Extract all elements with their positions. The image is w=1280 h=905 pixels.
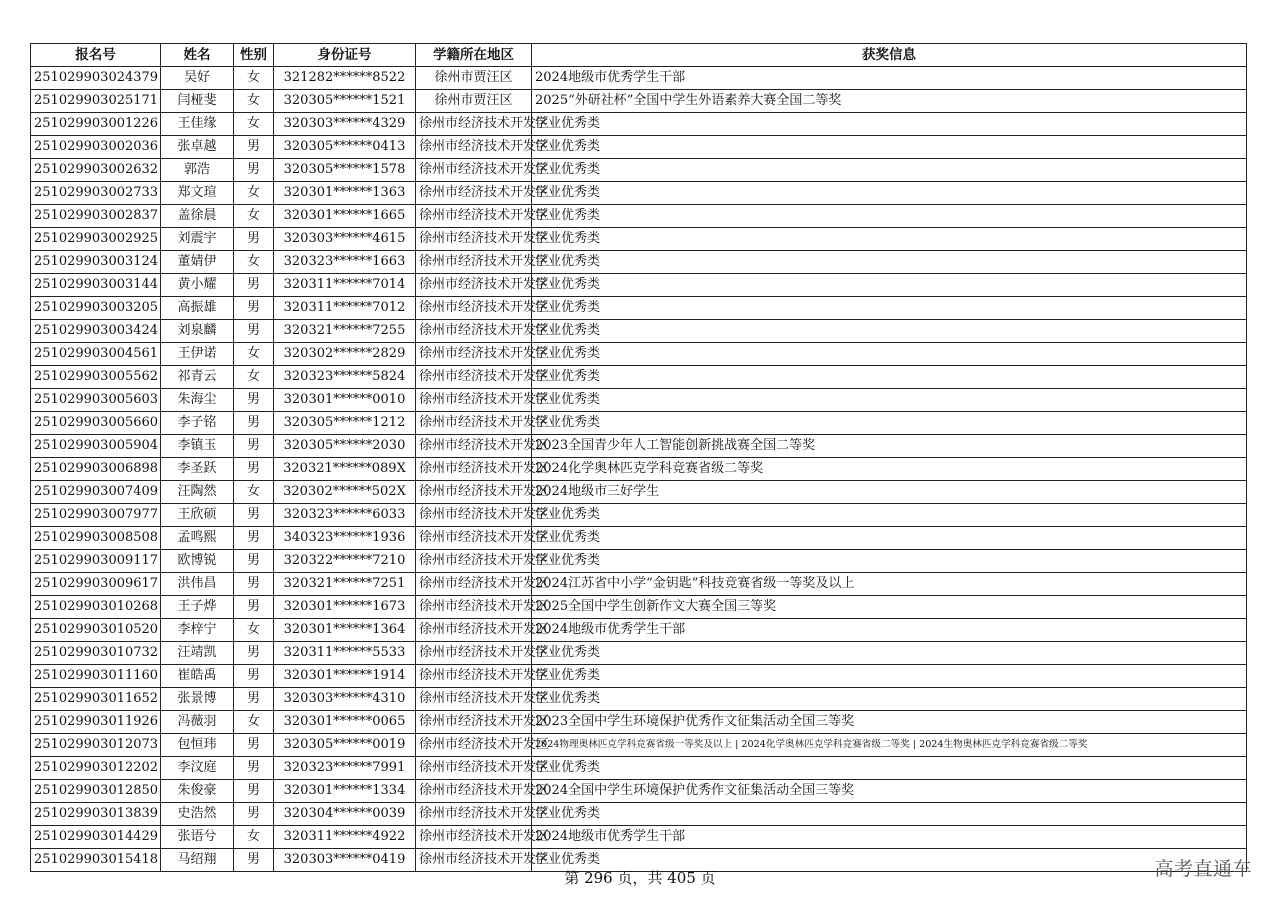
table-row (31, 113, 1247, 136)
cell-gender: 男 (234, 389, 274, 412)
cell-award: 学业优秀类 (532, 136, 1247, 159)
cell-id-card: 320311******7012 (274, 297, 416, 320)
cell-registration-id: 251029903010520 (31, 619, 161, 642)
cell-region: 徐州市经济技术开发区 (416, 113, 532, 136)
table-row (31, 228, 1247, 251)
cell-region: 徐州市经济技术开发区 (416, 527, 532, 550)
cell-id-card: 320302******502X (274, 481, 416, 504)
cell-student-name: 王伊诺 (161, 343, 234, 366)
cell-region: 徐州市经济技术开发区 (416, 550, 532, 573)
cell-id-card: 320303******4615 (274, 228, 416, 251)
table-row (31, 550, 1247, 573)
table-row (31, 757, 1247, 780)
cell-gender: 男 (234, 228, 274, 251)
cell-registration-id: 251029903008508 (31, 527, 161, 550)
cell-gender: 男 (234, 596, 274, 619)
cell-award: 学业优秀类 (532, 803, 1247, 826)
cell-student-name: 王佳缘 (161, 113, 234, 136)
cell-region: 徐州市经济技术开发区 (416, 780, 532, 803)
cell-student-name: 张景博 (161, 688, 234, 711)
cell-award: 学业优秀类 (532, 550, 1247, 573)
cell-id-card: 320311******5533 (274, 642, 416, 665)
cell-award: 学业优秀类 (532, 642, 1247, 665)
cell-registration-id: 251029903025171 (31, 90, 161, 113)
cell-id-card: 320305******1521 (274, 90, 416, 113)
cell-gender: 男 (234, 757, 274, 780)
table-row (31, 527, 1247, 550)
cell-region: 徐州市经济技术开发区 (416, 849, 532, 872)
cell-registration-id: 251029903009117 (31, 550, 161, 573)
table-row (31, 435, 1247, 458)
cell-student-name: 朱俊豪 (161, 780, 234, 803)
cell-region: 徐州市经济技术开发区 (416, 435, 532, 458)
cell-student-name: 汪陶然 (161, 481, 234, 504)
cell-award: 学业优秀类 (532, 849, 1247, 872)
cell-gender: 男 (234, 688, 274, 711)
cell-award: 学业优秀类 (532, 159, 1247, 182)
cell-region: 徐州市经济技术开发区 (416, 573, 532, 596)
cell-gender: 女 (234, 366, 274, 389)
cell-registration-id: 251029903002733 (31, 182, 161, 205)
cell-award: 2024地级市优秀学生干部 (532, 619, 1247, 642)
cell-id-card: 320311******7014 (274, 274, 416, 297)
cell-student-name: 祁青云 (161, 366, 234, 389)
cell-student-name: 郭浩 (161, 159, 234, 182)
cell-gender: 男 (234, 159, 274, 182)
table-row (31, 481, 1247, 504)
cell-registration-id: 251029903003424 (31, 320, 161, 343)
cell-registration-id: 251029903012202 (31, 757, 161, 780)
cell-gender: 女 (234, 182, 274, 205)
table-row (31, 711, 1247, 734)
cell-region: 徐州市贾汪区 (416, 90, 532, 113)
table-row (31, 90, 1247, 113)
cell-award: 学业优秀类 (532, 182, 1247, 205)
table-row (31, 159, 1247, 182)
table-row (31, 320, 1247, 343)
cell-region: 徐州市经济技术开发区 (416, 757, 532, 780)
cell-id-card: 320321******7255 (274, 320, 416, 343)
table-row (31, 734, 1247, 757)
table-row (31, 343, 1247, 366)
cell-region: 徐州市经济技术开发区 (416, 826, 532, 849)
cell-id-card: 320311******4922 (274, 826, 416, 849)
cell-region: 徐州市经济技术开发区 (416, 159, 532, 182)
cell-student-name: 史浩然 (161, 803, 234, 826)
cell-student-name: 王欣硕 (161, 504, 234, 527)
cell-gender: 男 (234, 780, 274, 803)
cell-gender: 女 (234, 113, 274, 136)
cell-award: 2024地级市优秀学生干部 (532, 67, 1247, 90)
table-row (31, 665, 1247, 688)
cell-gender: 女 (234, 90, 274, 113)
cell-registration-id: 251029903024379 (31, 67, 161, 90)
table-row (31, 458, 1247, 481)
cell-registration-id: 251029903011160 (31, 665, 161, 688)
cell-region: 徐州市经济技术开发区 (416, 481, 532, 504)
cell-award: 学业优秀类 (532, 320, 1247, 343)
cell-award: 学业优秀类 (532, 527, 1247, 550)
cell-gender: 男 (234, 458, 274, 481)
cell-registration-id: 251029903013839 (31, 803, 161, 826)
cell-award: 学业优秀类 (532, 205, 1247, 228)
cell-gender: 男 (234, 849, 274, 872)
table-row (31, 297, 1247, 320)
table-row (31, 205, 1247, 228)
cell-registration-id: 251029903009617 (31, 573, 161, 596)
cell-student-name: 张语兮 (161, 826, 234, 849)
cell-award: 学业优秀类 (532, 274, 1247, 297)
cell-gender: 男 (234, 527, 274, 550)
cell-region: 徐州市经济技术开发区 (416, 734, 532, 757)
cell-student-name: 李圣跃 (161, 458, 234, 481)
header-name: 姓名 (161, 44, 234, 67)
cell-student-name: 冯薇羽 (161, 711, 234, 734)
cell-award: 2024江苏省中小学“金钥匙”科技竞赛省级一等奖及以上 (532, 573, 1247, 596)
cell-award: 学业优秀类 (532, 251, 1247, 274)
table-row (31, 619, 1247, 642)
cell-gender: 女 (234, 205, 274, 228)
cell-id-card: 320303******0419 (274, 849, 416, 872)
header-gender: 性别 (234, 44, 274, 67)
cell-gender: 女 (234, 251, 274, 274)
cell-region: 徐州市经济技术开发区 (416, 711, 532, 734)
cell-registration-id: 251029903005660 (31, 412, 161, 435)
cell-student-name: 闫桠斐 (161, 90, 234, 113)
cell-registration-id: 251029903002036 (31, 136, 161, 159)
cell-student-name: 汪靖凯 (161, 642, 234, 665)
cell-registration-id: 251029903010268 (31, 596, 161, 619)
cell-student-name: 董婧伊 (161, 251, 234, 274)
cell-region: 徐州市经济技术开发区 (416, 619, 532, 642)
cell-id-card: 340323******1936 (274, 527, 416, 550)
cell-gender: 男 (234, 412, 274, 435)
cell-registration-id: 251029903011926 (31, 711, 161, 734)
cell-student-name: 孟鸣熙 (161, 527, 234, 550)
cell-award: 学业优秀类 (532, 757, 1247, 780)
cell-award: 学业优秀类 (532, 228, 1247, 251)
cell-student-name: 吴好 (161, 67, 234, 90)
cell-award: 2024全国中学生环境保护优秀作文征集活动全国三等奖 (532, 780, 1247, 803)
cell-gender: 男 (234, 734, 274, 757)
cell-gender: 女 (234, 711, 274, 734)
cell-student-name: 包恒玮 (161, 734, 234, 757)
header-idcard: 身份证号 (274, 44, 416, 67)
cell-gender: 男 (234, 435, 274, 458)
table-row (31, 251, 1247, 274)
cell-region: 徐州市经济技术开发区 (416, 366, 532, 389)
header-id: 报名号 (31, 44, 161, 67)
cell-registration-id: 251029903006898 (31, 458, 161, 481)
cell-award: 学业优秀类 (532, 389, 1247, 412)
cell-gender: 男 (234, 504, 274, 527)
cell-region: 徐州市经济技术开发区 (416, 642, 532, 665)
cell-award: 学业优秀类 (532, 688, 1247, 711)
cell-student-name: 郑文瑄 (161, 182, 234, 205)
cell-region: 徐州市经济技术开发区 (416, 504, 532, 527)
table-row (31, 182, 1247, 205)
cell-id-card: 320305******0413 (274, 136, 416, 159)
cell-registration-id: 251029903011652 (31, 688, 161, 711)
table-row (31, 803, 1247, 826)
cell-registration-id: 251029903014429 (31, 826, 161, 849)
cell-gender: 女 (234, 619, 274, 642)
cell-registration-id: 251029903005904 (31, 435, 161, 458)
cell-id-card: 320301******1364 (274, 619, 416, 642)
cell-award: 学业优秀类 (532, 366, 1247, 389)
cell-award: 学业优秀类 (532, 504, 1247, 527)
cell-id-card: 320301******1334 (274, 780, 416, 803)
cell-registration-id: 251029903012073 (31, 734, 161, 757)
cell-student-name: 李汶庭 (161, 757, 234, 780)
table-row (31, 366, 1247, 389)
cell-gender: 女 (234, 481, 274, 504)
cell-student-name: 黄小耀 (161, 274, 234, 297)
page-footer: 第 296 页，共 405 页 (564, 869, 716, 887)
cell-award: 2025“外研社杯”全国中学生外语素养大赛全国二等奖 (532, 90, 1247, 113)
cell-id-card: 320301******1665 (274, 205, 416, 228)
cell-registration-id: 251029903004561 (31, 343, 161, 366)
cell-award: 2025全国中学生创新作文大赛全国三等奖 (532, 596, 1247, 619)
cell-id-card: 320301******0065 (274, 711, 416, 734)
cell-region: 徐州市经济技术开发区 (416, 803, 532, 826)
cell-registration-id: 251029903003205 (31, 297, 161, 320)
cell-id-card: 320322******7210 (274, 550, 416, 573)
cell-region: 徐州市经济技术开发区 (416, 596, 532, 619)
cell-registration-id: 251029903007409 (31, 481, 161, 504)
cell-gender: 男 (234, 297, 274, 320)
cell-gender: 男 (234, 665, 274, 688)
cell-student-name: 朱海尘 (161, 389, 234, 412)
table-row (31, 780, 1247, 803)
cell-registration-id: 251029903003124 (31, 251, 161, 274)
cell-award: 2024化学奥林匹克学科竞赛省级二等奖 (532, 458, 1247, 481)
cell-region: 徐州市经济技术开发区 (416, 458, 532, 481)
cell-student-name: 盖徐晨 (161, 205, 234, 228)
cell-region: 徐州市经济技术开发区 (416, 320, 532, 343)
header-award: 获奖信息 (532, 44, 1247, 67)
cell-registration-id: 251029903012850 (31, 780, 161, 803)
cell-region: 徐州市经济技术开发区 (416, 274, 532, 297)
header-region: 学籍所在地区 (416, 44, 532, 67)
cell-id-card: 320302******2829 (274, 343, 416, 366)
cell-award: 2023全国青少年人工智能创新挑战赛全国二等奖 (532, 435, 1247, 458)
cell-gender: 男 (234, 136, 274, 159)
watermark-text: 高考直通车 (1154, 858, 1252, 880)
cell-id-card: 320301******1914 (274, 665, 416, 688)
cell-id-card: 320304******0039 (274, 803, 416, 826)
cell-id-card: 320305******1578 (274, 159, 416, 182)
cell-registration-id: 251029903002837 (31, 205, 161, 228)
cell-id-card: 320305******1212 (274, 412, 416, 435)
cell-id-card: 320321******7251 (274, 573, 416, 596)
cell-registration-id: 251029903007977 (31, 504, 161, 527)
cell-id-card: 320303******4329 (274, 113, 416, 136)
cell-registration-id: 251029903003144 (31, 274, 161, 297)
cell-student-name: 欧博锐 (161, 550, 234, 573)
table-row (31, 826, 1247, 849)
cell-gender: 女 (234, 826, 274, 849)
cell-id-card: 320323******6033 (274, 504, 416, 527)
roster-table (30, 43, 1247, 872)
cell-registration-id: 251029903010732 (31, 642, 161, 665)
cell-gender: 男 (234, 550, 274, 573)
cell-id-card: 320323******7991 (274, 757, 416, 780)
cell-student-name: 刘震宇 (161, 228, 234, 251)
cell-id-card: 320305******0019 (274, 734, 416, 757)
table-row (31, 274, 1247, 297)
cell-id-card: 320305******2030 (274, 435, 416, 458)
cell-region: 徐州市经济技术开发区 (416, 251, 532, 274)
cell-award: 2024地级市优秀学生干部 (532, 826, 1247, 849)
cell-student-name: 李子铭 (161, 412, 234, 435)
table-row (31, 596, 1247, 619)
cell-id-card: 320301******1363 (274, 182, 416, 205)
cell-gender: 男 (234, 803, 274, 826)
table-row (31, 389, 1247, 412)
cell-region: 徐州市经济技术开发区 (416, 412, 532, 435)
cell-id-card: 321282******8522 (274, 67, 416, 90)
cell-student-name: 刘泉麟 (161, 320, 234, 343)
table-row (31, 136, 1247, 159)
cell-student-name: 王子烨 (161, 596, 234, 619)
cell-id-card: 320321******089X (274, 458, 416, 481)
cell-award: 学业优秀类 (532, 343, 1247, 366)
cell-region: 徐州市经济技术开发区 (416, 182, 532, 205)
table-row (31, 688, 1247, 711)
cell-gender: 男 (234, 642, 274, 665)
cell-registration-id: 251029903015418 (31, 849, 161, 872)
cell-region: 徐州市经济技术开发区 (416, 228, 532, 251)
cell-award: 2024地级市三好学生 (532, 481, 1247, 504)
cell-region: 徐州市经济技术开发区 (416, 136, 532, 159)
cell-gender: 男 (234, 573, 274, 596)
cell-registration-id: 251029903005603 (31, 389, 161, 412)
cell-award: 学业优秀类 (532, 412, 1247, 435)
cell-student-name: 洪伟昌 (161, 573, 234, 596)
cell-region: 徐州市经济技术开发区 (416, 205, 532, 228)
table-row (31, 67, 1247, 90)
table-header-row (31, 44, 1247, 67)
cell-region: 徐州市贾汪区 (416, 67, 532, 90)
cell-region: 徐州市经济技术开发区 (416, 297, 532, 320)
cell-award: 学业优秀类 (532, 113, 1247, 136)
cell-student-name: 张卓越 (161, 136, 234, 159)
cell-region: 徐州市经济技术开发区 (416, 688, 532, 711)
cell-region: 徐州市经济技术开发区 (416, 665, 532, 688)
cell-student-name: 李梓宁 (161, 619, 234, 642)
table-body (31, 67, 1247, 872)
cell-gender: 男 (234, 274, 274, 297)
cell-registration-id: 251029903002632 (31, 159, 161, 182)
cell-region: 徐州市经济技术开发区 (416, 343, 532, 366)
cell-id-card: 320303******4310 (274, 688, 416, 711)
cell-id-card: 320301******1673 (274, 596, 416, 619)
table-row (31, 504, 1247, 527)
cell-gender: 女 (234, 343, 274, 366)
cell-award: 2023全国中学生环境保护优秀作文征集活动全国三等奖 (532, 711, 1247, 734)
cell-registration-id: 251029903001226 (31, 113, 161, 136)
cell-student-name: 崔皓禹 (161, 665, 234, 688)
cell-id-card: 320323******1663 (274, 251, 416, 274)
cell-id-card: 320301******0010 (274, 389, 416, 412)
table-row (31, 642, 1247, 665)
table-row (31, 412, 1247, 435)
cell-registration-id: 251029903005562 (31, 366, 161, 389)
cell-gender: 女 (234, 67, 274, 90)
table-row (31, 573, 1247, 596)
cell-student-name: 马绍翔 (161, 849, 234, 872)
cell-gender: 男 (234, 320, 274, 343)
cell-award: 2024物理奥林匹克学科竞赛省级一等奖及以上 | 2024化学奥林匹克学科竞赛省级二等奖 | 2024生物奥林匹克学科竞赛省级二等奖 (532, 734, 1247, 757)
cell-region: 徐州市经济技术开发区 (416, 389, 532, 412)
cell-registration-id: 251029903002925 (31, 228, 161, 251)
cell-student-name: 高振雄 (161, 297, 234, 320)
cell-award: 学业优秀类 (532, 665, 1247, 688)
cell-award: 学业优秀类 (532, 297, 1247, 320)
cell-id-card: 320323******5824 (274, 366, 416, 389)
cell-student-name: 李镇玉 (161, 435, 234, 458)
